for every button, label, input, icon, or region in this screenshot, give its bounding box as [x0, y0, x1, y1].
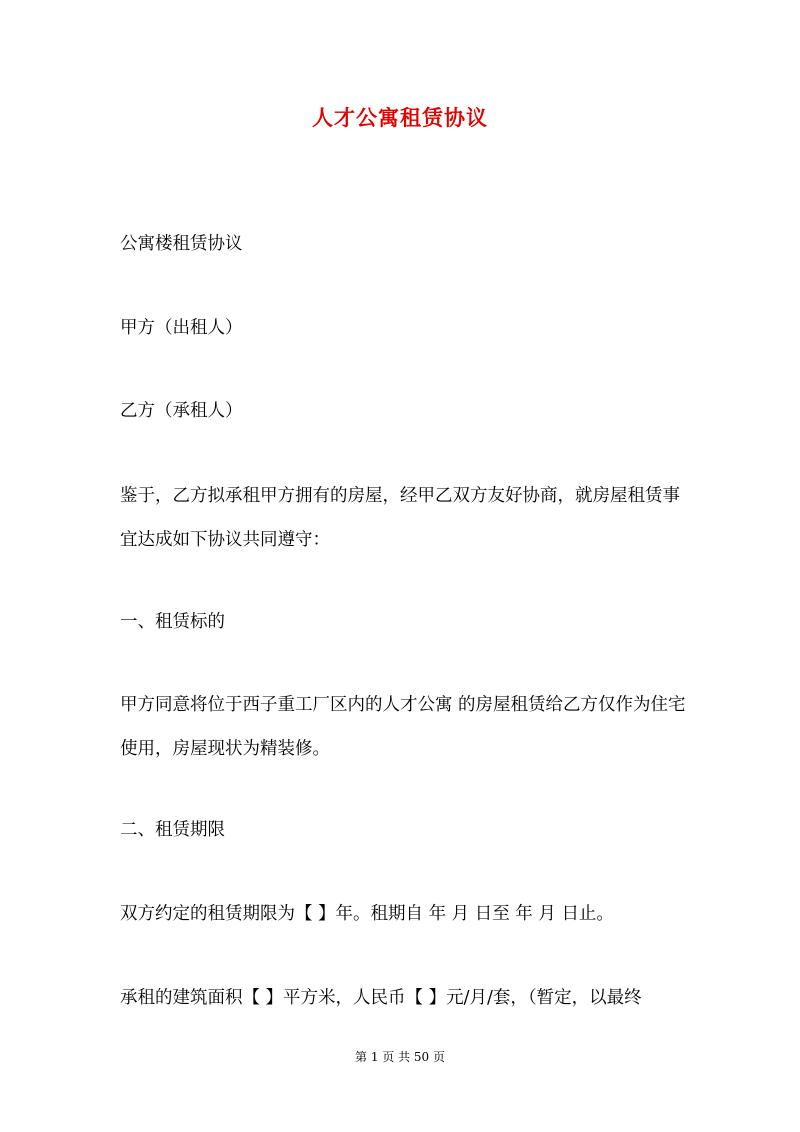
- paragraph-preamble: 鉴于，乙方拟承租甲方拥有的房屋，经甲乙双方友好协商，就房屋租赁事宜达成如下协议共同遵守：: [120, 486, 680, 550]
- paragraph-lease-term: 双方约定的租赁期限为【 】年。租期自 年 月 日至 年 月 日止。: [120, 904, 614, 924]
- document-title: 人才公寓租赁协议: [312, 105, 488, 130]
- paragraph-lease-object: 甲方同意将位于西子重工厂区内的人才公寓 的房屋租赁给乙方仅作为住宅使用，房屋现状为精装修。: [120, 695, 686, 759]
- paragraph-area-rent: 承租的建筑面积【 】平方米，人民币【 】元/月/套，（暂定，以最终: [120, 988, 642, 1008]
- paragraph-party-b: 乙方（承租人）: [120, 401, 243, 421]
- section-heading-lease-object: 一、租赁标的: [120, 612, 225, 632]
- page-footer: 第 1 页 共 50 页: [355, 1050, 445, 1064]
- paragraph-subtitle: 公寓楼租赁协议: [120, 234, 243, 254]
- paragraph-party-a: 甲方（出租人）: [120, 318, 243, 338]
- section-heading-lease-term: 二、租赁期限: [120, 820, 225, 840]
